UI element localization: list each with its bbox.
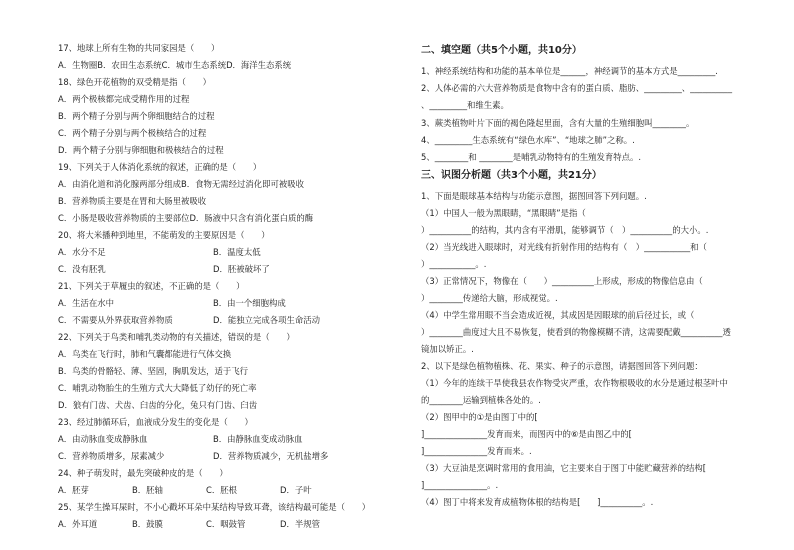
q25-options	[58, 519, 388, 530]
q18-option-c: C．两个精子分别与两个极核结合的过程	[58, 128, 207, 138]
q25-option-c: C．咽鼓管	[206, 519, 246, 529]
q20-row-2	[58, 264, 388, 275]
q21-option-b: B．由一个细胞构成	[213, 298, 286, 308]
q24-option-b: B．胚轴	[132, 485, 163, 495]
q19-option-c: C．小肠是吸收营养物质的主要部位D．肠液中只含有消化蛋白质的酶	[58, 213, 314, 223]
problem-2-q3-line-1: （3）大豆油是烹调时常用的食用油，它主要来自于图丁中能贮藏营养的结构[	[421, 463, 706, 473]
q18-option-b: B．两个精子分别与两个卵细胞结合的过程	[58, 111, 215, 121]
q19-option-b: B．营养物质主要是在胃和大肠里被吸收	[58, 196, 207, 206]
q20-option-a: A．水分不足	[58, 247, 106, 257]
q21-option-d: D．能独立完成各项生命活动	[213, 315, 320, 325]
q21-row-2	[58, 315, 388, 326]
problem-1-q2-line-2: ）___________。.	[421, 259, 487, 269]
problem-2-q2-line-2: ]_______________发育而来，而图丙中的⑥是由图乙中的[	[421, 429, 632, 439]
problem-1-q3-line-1: （3）正常情况下，物像在（ ）__________上形成，形成的物像信息由（	[421, 276, 703, 286]
q23-stem: 23、经过肺循环后，血液成分发生的变化是（ ）	[58, 417, 253, 427]
q22-option-d: D．狼有门齿、犬齿、臼齿的分化，兔只有门齿、臼齿	[58, 400, 258, 410]
q23-option-d: D．营养物质减少，无机盐增多	[213, 451, 329, 461]
q25-stem: 25、某学生操耳屎时，不小心戳坏耳朵中某结构导致耳聋，该结构最可能是（ ）	[58, 502, 371, 512]
q20-option-c: C．没有胚乳	[58, 264, 106, 274]
problem-1-q4-line-2: ）________曲度过大且不易恢复，使看到的物像模糊不清，这需要配戴__________透	[421, 327, 731, 337]
fill-2-line-1: 2、人体必需的六大营养物质是食物中含有的蛋白质、脂肪、_________、__________	[421, 83, 733, 93]
q20-row-1	[58, 247, 388, 258]
q18-option-d: D．两个精子分别与卵细胞和极核结合的过程	[58, 145, 224, 155]
problem-2-q1-line-1: （1）今年的连续干旱使我县农作物受灾严重，农作物根吸收的水分是通过根茎叶中	[421, 378, 728, 388]
problem-1-q4-line-3: 镜加以矫正。.	[421, 344, 474, 354]
problem-1-intro: 1、下面是眼球基本结构与功能示意图，据图回答下列问题。.	[421, 191, 647, 201]
problem-1-q1-line-1: （1）中国人一般为黑眼睛，“黑眼睛”是指（	[421, 208, 586, 218]
q17-options: A．生物圈B．农田生态系统C．城市生态系统D．海洋生态系统	[58, 60, 292, 70]
q20-stem: 20、将大米播种到地里，不能萌发的主要原因是（ ）	[58, 230, 270, 240]
q21-option-a: A．生活在水中	[58, 298, 114, 308]
problem-1-q1-line-2: ）__________的结构，其内含有平滑肌，能够调节（ ）__________的大小。.	[421, 225, 709, 235]
q21-row-1	[58, 298, 388, 309]
fill-5: 5、________和 ________是哺乳动物特有的生殖发育特点。.	[421, 152, 642, 162]
q24-option-a: A．胚芽	[58, 485, 89, 495]
q25-option-d: D．半规管	[280, 519, 320, 529]
problem-2-q2-line-3: ]_______________发育而来。.	[421, 446, 532, 456]
fill-4: 4、_________生态系统有“绿色水库”、“地球之肺”之称。.	[421, 135, 635, 145]
problem-1-q3-line-2: ）________传递给大脑，形成视觉。.	[421, 293, 558, 303]
q23-option-b: B．由静脉血变成动脉血	[213, 434, 303, 444]
q20-option-b: B．温度太低	[213, 247, 261, 257]
problem-2-q3-line-2: ]_______________。.	[421, 480, 499, 490]
q22-option-b: B．鸟类的骨骼轻、薄、坚固，胸肌发达，适于飞行	[58, 366, 248, 376]
problem-2-q4: （4）图丁中将来发育成植物体根的结构是[ ]__________。.	[421, 497, 654, 507]
fill-2-line-2: 、_________和维生素。	[421, 100, 509, 110]
q22-stem: 22、下列关于鸟类和哺乳类动物的有关描述，错误的是（ ）	[58, 332, 295, 342]
problem-2-q1-line-2: 的________运输到植株各处的。.	[421, 395, 541, 405]
fill-1: 1、神经系统结构和功能的基本单位是______，神经调节的基本方式是_________.	[421, 66, 718, 76]
q17-stem: 17、地球上所有生物的共同家园是（ ）	[58, 43, 220, 53]
q21-stem: 21、下列关于草履虫的叙述，不正确的是（ ）	[58, 281, 245, 291]
q23-option-a: A．由动脉血变成静脉血	[58, 434, 148, 444]
q19-option-a: A．由消化道和消化腺两部分组成B．食物无需经过消化即可被吸收	[58, 179, 304, 189]
q21-option-c: C．不需要从外界获取营养物质	[58, 315, 173, 325]
problem-2-intro: 2、以下是绿色植物植株、花、果实、种子的示意图，请据图回答下列问题：	[421, 361, 703, 371]
fill-3: 3、蕨类植物叶片下面的褐色隆起里面，含有大量的生殖细胞叫________。	[421, 118, 695, 128]
q22-option-c: C．哺乳动物胎生的生殖方式大大降低了幼仔的死亡率	[58, 383, 257, 393]
q19-stem: 19、下列关于人体消化系统的叙述，正确的是（ ）	[58, 162, 262, 172]
q24-stem: 24、种子萌发时，最先突破种皮的是（ ）	[58, 468, 228, 478]
q23-option-c: C．营养物质增多，尿素减少	[58, 451, 165, 461]
q25-option-b: B．鼓膜	[132, 519, 163, 529]
q22-option-a: A．鸟类在飞行时，肺和气囊都能进行气体交换	[58, 349, 232, 359]
q24-option-d: D．子叶	[280, 485, 312, 495]
q25-option-a: A．外耳道	[58, 519, 98, 529]
q23-row-1	[58, 434, 388, 445]
q24-options	[58, 485, 388, 496]
q24-option-c: C．胚根	[206, 485, 237, 495]
q18-stem: 18、绿色开花植物的双受精是指（ ）	[58, 77, 212, 87]
q20-option-d: D．胚被破坏了	[213, 264, 270, 274]
problem-1-q4-line-1: （4）中学生常用眼不当会造成近视，其成因是因眼球的前后径过长，或（	[421, 310, 695, 320]
problem-1-q2-line-1: （2）当光线进入眼球时，对光线有折射作用的结构有（ ）___________和（	[421, 242, 707, 252]
problem-2-q2-line-1: （2）图甲中的①是由图丁中的[	[421, 412, 538, 422]
section-2-heading: 二、填空题（共5个小题，共10分）	[421, 45, 582, 56]
section-3-heading: 三、识图分析题（共3个小题，共21分）	[421, 170, 602, 181]
q23-row-2	[58, 451, 388, 462]
q18-option-a: A．两个极核都完成受精作用的过程	[58, 94, 190, 104]
